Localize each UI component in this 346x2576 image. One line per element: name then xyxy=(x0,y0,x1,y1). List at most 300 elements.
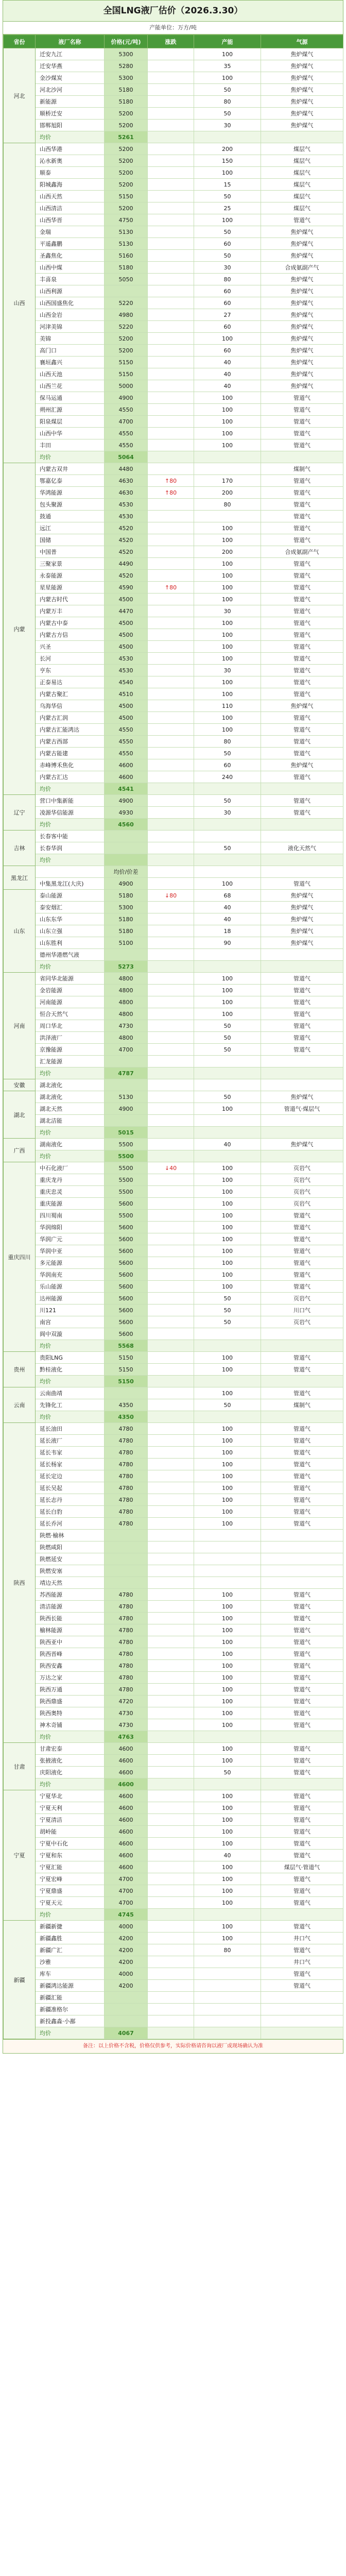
capacity-cell: 100 xyxy=(194,1494,261,1506)
plant-name-cell: 迁安华燕 xyxy=(36,60,105,72)
plant-name-cell: 宁夏天元 xyxy=(36,1897,105,1909)
average-price: 5064 xyxy=(105,451,148,463)
change-cell xyxy=(148,1565,194,1577)
gas-source-cell xyxy=(261,949,343,961)
price-cell: 4550 xyxy=(105,439,148,451)
price-cell: 4520 xyxy=(105,534,148,546)
capacity-cell: 100 xyxy=(194,878,261,890)
change-cell xyxy=(148,1139,194,1150)
average-label: 均价 xyxy=(36,1340,105,1352)
change-cell xyxy=(148,1885,194,1897)
change-cell xyxy=(148,1186,194,1198)
average-row xyxy=(4,854,343,866)
table-row xyxy=(4,665,343,676)
plant-name-cell: 湖北洁能 xyxy=(36,1115,105,1127)
price-cell: 5150 xyxy=(105,191,148,202)
empty-cell xyxy=(148,1067,194,1079)
gas-source-cell: 管道气 xyxy=(261,1518,343,1530)
gas-source-cell: 焦炉煤气 xyxy=(261,925,343,937)
change-cell xyxy=(148,807,194,819)
price-cell: 5200 xyxy=(105,143,148,155)
plant-name-cell: 湖北液化 xyxy=(36,1079,105,1091)
average-price xyxy=(105,854,148,866)
empty-cell xyxy=(194,1411,261,1423)
price-cell: 4720 xyxy=(105,1696,148,1707)
plant-name-cell: 湖南液化 xyxy=(36,1139,105,1150)
price-cell: 4700 xyxy=(105,1885,148,1897)
change-cell xyxy=(148,333,194,345)
plant-name-cell: 丰喜泉 xyxy=(36,274,105,285)
change-cell xyxy=(148,937,194,949)
gas-source-cell: 管道气 xyxy=(261,428,343,439)
gas-source-cell: 管道气 xyxy=(261,1459,343,1470)
table-row xyxy=(4,1020,343,1032)
capacity-cell: 60 xyxy=(194,759,261,771)
change-cell xyxy=(148,1210,194,1222)
province-cell: 山西 xyxy=(4,143,36,463)
capacity-cell: 100 xyxy=(194,1482,261,1494)
table-row xyxy=(4,439,343,451)
average-label: 均价 xyxy=(36,1411,105,1423)
plant-name-cell: 山西天池 xyxy=(36,368,105,380)
change-cell xyxy=(148,416,194,428)
price-cell: 4900 xyxy=(105,392,148,404)
table-row xyxy=(4,1079,343,1091)
table-row xyxy=(4,1423,343,1435)
gas-source-cell xyxy=(261,1328,343,1340)
capacity-cell xyxy=(194,2004,261,2015)
gas-source-cell: 管道气 xyxy=(261,1826,343,1838)
plant-name-cell: 内蒙古汇达 xyxy=(36,771,105,783)
price-cell: 4500 xyxy=(105,629,148,641)
table-row xyxy=(4,878,343,890)
gas-source-cell: 页岩气 xyxy=(261,1162,343,1174)
change-cell xyxy=(148,1873,194,1885)
price-cell xyxy=(105,1565,148,1577)
gas-source-cell: 合成氨副产气 xyxy=(261,262,343,274)
price-cell: 4600 xyxy=(105,1838,148,1850)
price-cell: 5600 xyxy=(105,1198,148,1210)
price-cell: 4530 xyxy=(105,653,148,665)
gas-source-cell: 管道气 xyxy=(261,653,343,665)
plant-name-cell: 山西中煤 xyxy=(36,262,105,274)
gas-source-cell: 管道气 xyxy=(261,1447,343,1459)
price-cell: 4550 xyxy=(105,724,148,736)
gas-source-cell: 焦炉煤气 xyxy=(261,84,343,96)
plant-name-cell: 宁夏汇能 xyxy=(36,1861,105,1873)
change-cell xyxy=(148,617,194,629)
price-cell: 4470 xyxy=(105,605,148,617)
empty-cell xyxy=(194,783,261,795)
capacity-cell: 100 xyxy=(194,594,261,605)
price-cell: 5600 xyxy=(105,1233,148,1245)
empty-cell xyxy=(148,1340,194,1352)
change-cell xyxy=(148,1044,194,1056)
plant-name-cell: 美锦 xyxy=(36,333,105,345)
capacity-cell: 100 xyxy=(194,1921,261,1933)
gas-source-cell: 管道气 xyxy=(261,392,343,404)
empty-cell xyxy=(261,854,343,866)
capacity-cell: 30 xyxy=(194,120,261,131)
change-cell xyxy=(148,48,194,60)
capacity-cell: 100 xyxy=(194,214,261,226)
table-row xyxy=(4,617,343,629)
price-cell: 5180 xyxy=(105,96,148,108)
gas-source-cell xyxy=(261,1577,343,1589)
price-cell xyxy=(105,1992,148,2004)
plant-name-cell: 陕西晋峰 xyxy=(36,1648,105,1660)
change-cell xyxy=(148,1541,194,1553)
empty-cell xyxy=(261,961,343,973)
average-price: 4745 xyxy=(105,1909,148,1921)
empty-cell xyxy=(261,1127,343,1139)
price-cell xyxy=(105,831,148,842)
plant-name-cell: 凌源华信能源 xyxy=(36,807,105,819)
average-label: 均价 xyxy=(36,2027,105,2039)
change-cell xyxy=(148,1233,194,1245)
plant-name-cell: 包头聚源 xyxy=(36,499,105,511)
empty-cell xyxy=(261,1778,343,1790)
change-cell xyxy=(148,179,194,191)
gas-source-cell: 管道气·煤层气 xyxy=(261,1103,343,1115)
change-cell xyxy=(148,1767,194,1778)
price-cell: 5600 xyxy=(105,1257,148,1269)
table-row xyxy=(4,297,343,309)
plant-name-cell: 新能源 xyxy=(36,96,105,108)
price-cell: 4700 xyxy=(105,1873,148,1885)
change-cell xyxy=(148,1826,194,1838)
price-cell: 4600 xyxy=(105,1743,148,1755)
price-cell: 4780 xyxy=(105,1506,148,1518)
table-row xyxy=(4,1624,343,1636)
change-cell xyxy=(148,1790,194,1802)
capacity-cell: 100 xyxy=(194,1719,261,1731)
price-cell: 4750 xyxy=(105,214,148,226)
plant-name-cell: 阆中双漩 xyxy=(36,1328,105,1340)
capacity-cell: 25 xyxy=(194,202,261,214)
change-cell xyxy=(148,676,194,688)
gas-source-cell: 管道气 xyxy=(261,570,343,582)
plant-name-cell: 山西华晋 xyxy=(36,214,105,226)
capacity-cell: 100 xyxy=(194,1873,261,1885)
price-cell: 4490 xyxy=(105,558,148,570)
price-cell: 4500 xyxy=(105,712,148,724)
change-cell xyxy=(148,1850,194,1861)
gas-source-cell: 管道气 xyxy=(261,641,343,653)
price-cell: 4800 xyxy=(105,973,148,985)
price-cell: 4780 xyxy=(105,1613,148,1624)
table-row xyxy=(4,321,343,333)
gas-source-cell: 管道气 xyxy=(261,1506,343,1518)
capacity-cell: 50 xyxy=(194,1304,261,1316)
change-cell xyxy=(148,1198,194,1210)
price-cell: 4540 xyxy=(105,676,148,688)
table-row xyxy=(4,570,343,582)
price-cell: 5600 xyxy=(105,1245,148,1257)
plant-name-cell: 贵阳LNG xyxy=(36,1352,105,1364)
change-cell xyxy=(148,309,194,321)
table-row xyxy=(4,1494,343,1506)
price-cell: 4780 xyxy=(105,1601,148,1613)
plant-name-cell: 延长志丹 xyxy=(36,1494,105,1506)
gas-source-cell: 煤层气 xyxy=(261,191,343,202)
price-cell: 4800 xyxy=(105,985,148,996)
plant-name-cell: 山东胜利 xyxy=(36,937,105,949)
average-row xyxy=(4,1067,343,1079)
table-row xyxy=(4,1850,343,1861)
table-row xyxy=(4,1660,343,1672)
plant-name-cell: 陕西鼎盛 xyxy=(36,1696,105,1707)
table-row xyxy=(4,890,343,902)
table-row xyxy=(4,357,343,368)
price-cell: 4730 xyxy=(105,1719,148,1731)
change-cell xyxy=(148,155,194,167)
table-row xyxy=(4,1032,343,1044)
change-cell xyxy=(148,1838,194,1850)
table-row xyxy=(4,1541,343,1553)
table-row xyxy=(4,712,343,724)
table-row xyxy=(4,1364,343,1376)
gas-source-cell: 焦炉煤气 xyxy=(261,380,343,392)
gas-source-cell: 管道气 xyxy=(261,1494,343,1506)
gas-source-cell: 管道气 xyxy=(261,1020,343,1032)
plant-name-cell: 宁夏中石化 xyxy=(36,1838,105,1850)
gas-source-cell: 焦炉煤气 xyxy=(261,345,343,357)
capacity-cell: 100 xyxy=(194,1755,261,1767)
plant-name-cell: 陕燃延安 xyxy=(36,1553,105,1565)
table-row xyxy=(4,475,343,487)
change-cell xyxy=(148,345,194,357)
price-cell: 5200 xyxy=(105,202,148,214)
plant-name-cell: 内蒙古汇能鸿达 xyxy=(36,724,105,736)
price-cell: 4600 xyxy=(105,1802,148,1814)
gas-source-cell: 合成氨副产气 xyxy=(261,546,343,558)
table-row xyxy=(4,1885,343,1897)
change-cell xyxy=(148,72,194,84)
plant-name-cell: 四川蜀南 xyxy=(36,1210,105,1222)
table-row xyxy=(4,309,343,321)
plant-name-cell: 乐山能源 xyxy=(36,1281,105,1293)
empty-cell xyxy=(194,819,261,831)
plant-name-cell: 宁夏清洁 xyxy=(36,1814,105,1826)
empty-cell xyxy=(194,854,261,866)
plant-name-cell: 宁夏和东 xyxy=(36,1850,105,1861)
capacity-cell xyxy=(194,1968,261,1980)
table-row xyxy=(4,1174,343,1186)
capacity-cell xyxy=(194,463,261,475)
capacity-cell xyxy=(194,1956,261,1968)
gas-source-cell: 管道气 xyxy=(261,1767,343,1778)
table-row xyxy=(4,428,343,439)
gas-source-cell: 焦炉煤气 xyxy=(261,274,343,285)
empty-cell xyxy=(194,1067,261,1079)
capacity-cell: 50 xyxy=(194,1767,261,1778)
capacity-cell: 100 xyxy=(194,582,261,594)
price-cell: 4780 xyxy=(105,1447,148,1459)
gas-source-cell: 管道气 xyxy=(261,1885,343,1897)
table-row xyxy=(4,1233,343,1245)
table-row xyxy=(4,1222,343,1233)
average-row xyxy=(4,1376,343,1387)
average-row xyxy=(4,1411,343,1423)
change-cell xyxy=(148,866,194,878)
capacity-cell: 40 xyxy=(194,368,261,380)
table-row xyxy=(4,985,343,996)
table-row xyxy=(4,1589,343,1601)
change-cell xyxy=(148,1103,194,1115)
capacity-cell: 30 xyxy=(194,262,261,274)
price-cell xyxy=(105,842,148,854)
capacity-cell: 50 xyxy=(194,842,261,854)
change-cell xyxy=(148,274,194,285)
plant-name-cell: 乌海华信 xyxy=(36,700,105,712)
change-cell xyxy=(148,1814,194,1826)
capacity-cell xyxy=(194,2015,261,2027)
gas-source-cell: 管道气 xyxy=(261,795,343,807)
gas-source-cell: 管道气 xyxy=(261,724,343,736)
capacity-cell: 100 xyxy=(194,1707,261,1719)
gas-source-cell: 管道气 xyxy=(261,1613,343,1624)
change-cell xyxy=(148,357,194,368)
table-row xyxy=(4,1719,343,1731)
price-cell: 5100 xyxy=(105,937,148,949)
plant-name-cell: 星星能源 xyxy=(36,582,105,594)
gas-source-cell: 管道气 xyxy=(261,996,343,1008)
table-row xyxy=(4,416,343,428)
table-row xyxy=(4,463,343,475)
plant-name-cell: 苏西能源 xyxy=(36,1589,105,1601)
capacity-cell: 35 xyxy=(194,60,261,72)
table-header-row xyxy=(4,35,343,48)
gas-source-cell: 焦炉煤气 xyxy=(261,250,343,262)
header-province: 省份 xyxy=(4,35,36,48)
change-cell xyxy=(148,238,194,250)
empty-cell xyxy=(148,961,194,973)
change-cell xyxy=(148,143,194,155)
plant-name-cell: 华润中亚 xyxy=(36,1245,105,1257)
price-cell: 5200 xyxy=(105,333,148,345)
gas-source-cell: 焦炉煤气 xyxy=(261,1091,343,1103)
average-row xyxy=(4,1778,343,1790)
price-cell: 5600 xyxy=(105,1328,148,1340)
plant-name-cell: 新疆鑫胜 xyxy=(36,1933,105,1944)
average-row xyxy=(4,961,343,973)
price-cell: 均价/价差 xyxy=(105,866,148,878)
plant-name-cell: 亨东 xyxy=(36,665,105,676)
capacity-cell xyxy=(194,1056,261,1067)
empty-cell xyxy=(194,1909,261,1921)
gas-source-cell: 管道气 xyxy=(261,1850,343,1861)
capacity-cell: 30 xyxy=(194,665,261,676)
table-row xyxy=(4,2004,343,2015)
plant-name-cell: 内蒙古聚汇 xyxy=(36,688,105,700)
plant-name-cell: 正泰易达 xyxy=(36,676,105,688)
plant-name-cell: 河北沙河 xyxy=(36,84,105,96)
capacity-cell: 200 xyxy=(194,487,261,499)
plant-name-cell: 南宫 xyxy=(36,1316,105,1328)
change-cell xyxy=(148,250,194,262)
capacity-cell: 100 xyxy=(194,333,261,345)
empty-cell xyxy=(148,1731,194,1743)
change-cell xyxy=(148,1245,194,1257)
capacity-cell: 100 xyxy=(194,629,261,641)
plant-name-cell: 金瑞 xyxy=(36,226,105,238)
price-cell: 4590 xyxy=(105,582,148,594)
plant-name-cell: 长春客中能 xyxy=(36,831,105,842)
plant-name-cell: 达州能源 xyxy=(36,1293,105,1304)
change-cell xyxy=(148,534,194,546)
table-row xyxy=(4,1210,343,1222)
plant-name-cell: 山西金岩 xyxy=(36,309,105,321)
table-row xyxy=(4,2015,343,2027)
table-row xyxy=(4,1257,343,1269)
plant-name-cell: 华鸿能源 xyxy=(36,487,105,499)
plant-name-cell: 金沙煤炭 xyxy=(36,72,105,84)
table-row xyxy=(4,72,343,84)
capacity-cell: 170 xyxy=(194,475,261,487)
table-row xyxy=(4,1470,343,1482)
capacity-cell: 60 xyxy=(194,285,261,297)
capacity-cell: 100 xyxy=(194,1470,261,1482)
change-cell xyxy=(148,2015,194,2027)
gas-source-cell: 管道气 xyxy=(261,214,343,226)
plant-name-cell: 中国普 xyxy=(36,546,105,558)
table-row xyxy=(4,748,343,759)
average-price: 5273 xyxy=(105,961,148,973)
change-cell xyxy=(148,404,194,416)
change-cell xyxy=(148,1696,194,1707)
change-cell xyxy=(148,594,194,605)
header-capacity: 产能 xyxy=(194,35,261,48)
gas-source-cell: 煤层气 xyxy=(261,143,343,155)
unit-text: 产能单位：万方/吨 xyxy=(3,22,343,35)
average-row xyxy=(4,1150,343,1162)
capacity-cell: 100 xyxy=(194,973,261,985)
plant-name-cell: 重庆能源 xyxy=(36,1198,105,1210)
gas-source-cell: 管道气 xyxy=(261,1222,343,1233)
price-cell xyxy=(105,2015,148,2027)
capacity-cell: 27 xyxy=(194,309,261,321)
change-cell xyxy=(148,1316,194,1328)
gas-source-cell: 管道气 xyxy=(261,1423,343,1435)
table-row xyxy=(4,96,343,108)
capacity-cell: 100 xyxy=(194,1885,261,1897)
empty-cell xyxy=(194,1778,261,1790)
empty-cell xyxy=(148,2027,194,2039)
empty-cell xyxy=(148,1127,194,1139)
capacity-cell: 50 xyxy=(194,191,261,202)
gas-source-cell: 管道气 xyxy=(261,487,343,499)
plant-name-cell: 新疆广汇 xyxy=(36,1944,105,1956)
change-cell xyxy=(148,1008,194,1020)
table-row xyxy=(4,1328,343,1340)
header-gas-source: 气源 xyxy=(261,35,343,48)
capacity-cell: 100 xyxy=(194,1814,261,1826)
price-cell: 5280 xyxy=(105,60,148,72)
change-cell xyxy=(148,1897,194,1909)
plant-name-cell: 山西国盛焦化 xyxy=(36,297,105,309)
price-cell: 4780 xyxy=(105,1518,148,1530)
change-cell xyxy=(148,1423,194,1435)
change-cell xyxy=(148,202,194,214)
price-cell: 5500 xyxy=(105,1174,148,1186)
plant-name-cell: 圣鑫焦化 xyxy=(36,250,105,262)
price-cell: 5600 xyxy=(105,1293,148,1304)
capacity-cell: 100 xyxy=(194,558,261,570)
gas-source-cell: 页岩气 xyxy=(261,1198,343,1210)
plant-name-cell: 重庆忠灵 xyxy=(36,1186,105,1198)
table-row xyxy=(4,1767,343,1778)
